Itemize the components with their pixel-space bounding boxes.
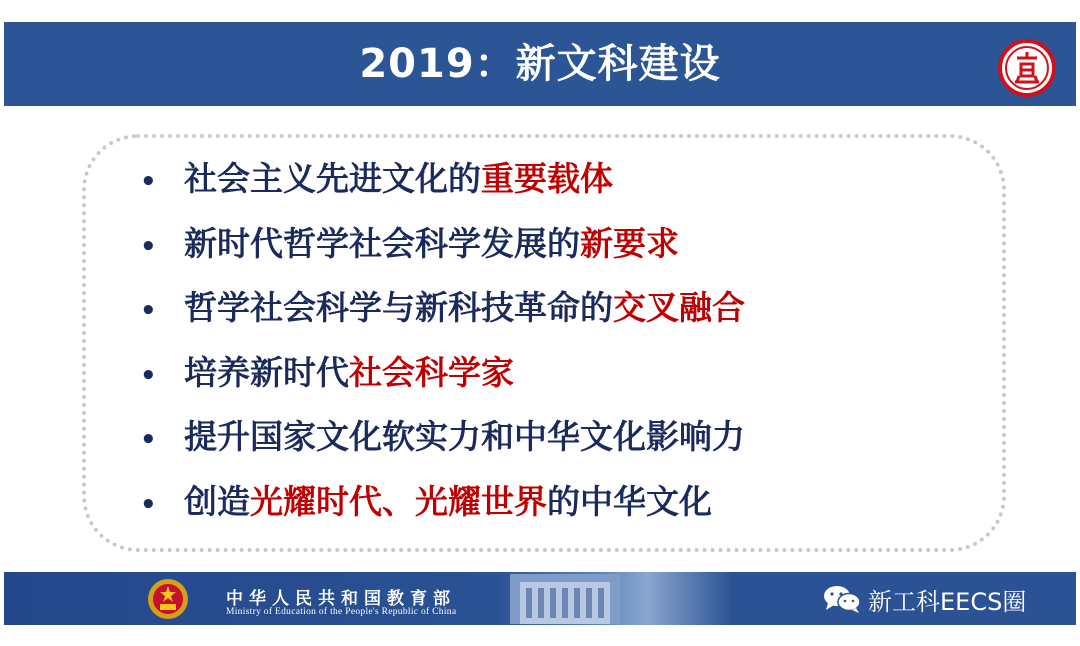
ministry-name-cn: 中华人民共和国教育部 [226,589,456,609]
bullet-list [140,150,745,537]
bullet-dot: • [140,360,157,391]
bullet-tail: 的中华文化 [547,481,712,521]
bullet-text: 培养新时代 [184,352,349,392]
bullet-text: 创造 [184,481,250,521]
national-emblem-icon [146,577,190,621]
bullet-text: 哲学社会科学与新科技革命的 [184,288,613,327]
university-logo-icon [997,38,1057,98]
bullet-text: 提升国家文化软实力和中华文化影响力 [184,417,745,456]
bullet-dot: • [140,167,157,197]
page-title: 2019：新文科建设 [359,41,721,87]
bullet-highlight: 交叉融合 [613,288,745,327]
bullet-highlight: 新要求 [580,223,679,263]
bullet-text: 新时代哲学社会科学发展的 [184,223,580,263]
bullet-dot: • [140,231,157,262]
bullet-item [140,408,745,473]
title-bar [4,22,1076,106]
wechat-icon [822,584,862,614]
bullet-item [140,215,745,280]
bullet-item [140,279,745,344]
building-image [510,574,620,624]
bullet-item [140,150,745,215]
ministry-name-en: Ministry of Education of the People's Republic of China [226,607,457,617]
bullet-dot: • [140,489,157,520]
account-name: 新工科EECS圈 [868,588,1027,616]
bullet-highlight: 重要载体 [481,159,613,198]
bullet-highlight: 光耀时代、光耀世界 [250,481,547,521]
bullet-dot: • [140,296,157,326]
bullet-item [140,344,745,409]
bullet-item [140,473,745,538]
bullet-text: 社会主义先进文化的 [184,159,481,198]
bullet-highlight: 社会科学家 [349,352,514,392]
bullet-dot: • [140,425,157,455]
